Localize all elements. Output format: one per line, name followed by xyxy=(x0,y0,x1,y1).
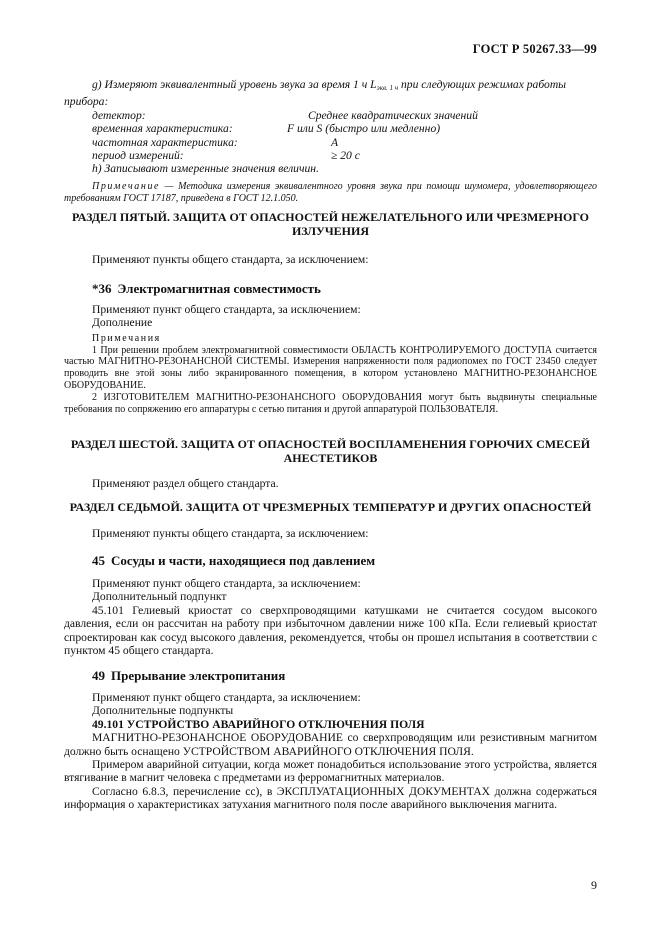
section-seven-title: РАЗДЕЛ СЕДЬМОЙ. ЗАЩИТА ОТ ЧРЕЗМЕРНЫХ ТЕМПЕРАТУР И ДРУГИХ ОПАСНОСТЕЙ xyxy=(69,500,592,514)
item-h: h) Записывают измеренные значения величин. xyxy=(92,162,319,176)
clause-45-body xyxy=(64,577,597,657)
param-row-frequency: частотная характеристика: А xyxy=(92,135,339,149)
clause-49-para3: Согласно 6.8.3, перечисление cc), в ЭКСПЛУАТАЦИОННЫХ ДОКУМЕНТАХ должна содержаться информация о характеристиках затухания магнитного поля после аварийного выключения магнита. xyxy=(64,784,597,812)
clause-36-note2: 2 ИЗГОТОВИТЕЛЕМ МАГНИТНО-РЕЗОНАНСНОГО ОБОРУДОВАНИЯ могут быть выдвинуты специальные требования по сопряжению его аппаратуры с сетью питания и другой аппаратурой ПОЛЬЗОВАТЕЛЯ. xyxy=(64,391,597,415)
clause-49 xyxy=(64,668,597,683)
clause-36-body xyxy=(64,303,597,415)
param-row-detector: детектор: Среднее квадратических значений xyxy=(92,108,478,122)
section-seven-intro: Применяют пункты общего стандарта, за исключением: xyxy=(92,527,369,540)
standard-header: ГОСТ Р 50267.33—99 xyxy=(472,42,597,56)
clause-45 xyxy=(64,553,597,568)
clause-49-body xyxy=(64,691,597,812)
clause-45-heading: 45 Сосуды и части, находящиеся под давлением xyxy=(92,553,376,568)
page-number: 9 xyxy=(591,878,597,892)
clause-49-heading: 49 Прерывание электропитания xyxy=(92,668,286,683)
clause-36 xyxy=(64,281,597,296)
clause-49-para2: Примером аварийной ситуации, когда может понадобиться использование этого устройства, является втягивание в магнит человека с предметами из ферромагнитных материалов. xyxy=(64,758,597,785)
clause-45-line1: Применяют пункт общего стандарта, за исключением: xyxy=(92,577,361,590)
symbol-subscript: экв. 1 ч xyxy=(376,84,399,92)
clause-49-line1: Применяют пункт общего стандарта, за исключением: xyxy=(92,691,361,704)
clause-36-note1: 1 При решении проблем электромагнитной совместимости ОБЛАСТЬ КОНТРОЛИРУЕМОГО ДОСТУПА считается частью МАГНИТНО-РЕЗОНАНСНОЙ СИСТЕМЫ. Измерения напряженности поля радиопомех по ГОСТ 23450 следует проводить вне этой зоны либо экранированного помещения, в котором установлено МАГНИТНО-РЕЗОНАНСНОЕ ОБОРУДОВАНИЕ. xyxy=(64,344,597,391)
section-six-intro: Применяют раздел общего стандарта. xyxy=(92,477,279,490)
clause-49-line2: Дополнительные подпункты xyxy=(92,704,234,718)
section-five-intro: Применяют пункты общего стандарта, за исключением: xyxy=(92,253,369,266)
param-row-period: период измерений: ≥ 20 с xyxy=(92,148,360,162)
clause-36-line2: Дополнение xyxy=(92,316,153,330)
measurement-block xyxy=(64,78,597,204)
clause-45-para: 45.101 Гелиевый криостат со сверхпроводящими катушками не считается сосудом высокого давления, если он рассчитан на работу при избыточном давлении ниже 100 кПа. Если гелиевый криостат спроектирован как сосуд высокого давления, рекомендуется, чтобы он прошел испытания в соответствии с пунктом 45 общего стандарта. xyxy=(64,603,597,658)
clause-49-101-title: 49.101 УСТРОЙСТВО АВАРИЙНОГО ОТКЛЮЧЕНИЯ ПОЛЯ xyxy=(92,717,425,731)
clause-49-para1: МАГНИТНО-РЕЗОНАНСНОЕ ОБОРУДОВАНИЕ со сверхпроводящим или резистивным магнитом должно быть оснащено УСТРОЙСТВОМ АВАРИЙНОГО ОТКЛЮЧЕНИЯ ПОЛЯ. xyxy=(64,731,597,758)
measure-note: Примечание — Методика измерения эквивалентного уровня звука при помощи шумомера, удовлетворяющего требованиям ГОСТ 17187, приведена в ГОСТ 12.1.050. xyxy=(64,180,597,204)
clause-36-heading: *36 Электромагнитная совместимость xyxy=(92,281,321,296)
clause-36-line1: Применяют пункт общего стандарта, за исключением: xyxy=(92,303,361,316)
item-g: g) Измеряют эквивалентный уровень звука за время 1 ч $L_{экв. 1 ч}$ при следующих режимах работы прибора: xyxy=(64,78,567,109)
clause-36-notes-label: Примечания xyxy=(92,332,161,344)
section-five-title: РАЗДЕЛ ПЯТЫЙ. ЗАЩИТА ОТ ОПАСНОСТЕЙ НЕЖЕЛАТЕЛЬНОГО ИЛИ ЧРЕЗМЕРНОГО ИЗЛУЧЕНИЯ xyxy=(72,210,589,238)
clause-45-line2: Дополнительный подпункт xyxy=(92,590,227,604)
section-six-title: РАЗДЕЛ ШЕСТОЙ. ЗАЩИТА ОТ ОПАСНОСТЕЙ ВОСПЛАМЕНЕНИЯ ГОРЮЧИХ СМЕСЕЙ АНЕСТЕТИКОВ xyxy=(70,437,591,465)
param-row-time: временная характеристика: F или S (быстро или медленно) xyxy=(92,122,441,136)
